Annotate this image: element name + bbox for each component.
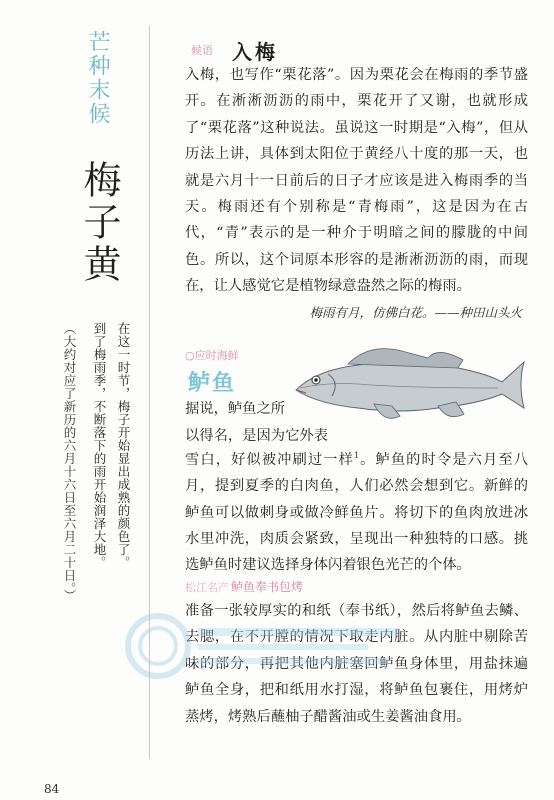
section-tag-seasonal-seafood: ○应时海鲜 bbox=[185, 349, 239, 362]
page-number: 84 bbox=[44, 782, 60, 796]
sidebar-desc-1: 在这一时节，梅子开始显出成熟的颜色了。 bbox=[116, 322, 131, 569]
haiku-quote: 梅雨有月，仿佛白花。——种田山头火 bbox=[309, 305, 522, 320]
recipe-origin-tag: 松江名产 bbox=[185, 581, 229, 594]
recipe-paragraph: 准备一张较厚实的和纸（奉书纸），然后将鲈鱼去鳞、去腮，在不开膛的情况下取走内脏。从内脏中剔除苦味的部分，再把其他内脏塞回鲈鱼身体里，用盐抹遍鲈鱼全身，把和纸用水打湿，将鲈鱼包裹住，用烤炉蒸烤，烤熟后蘸柚子醋酱油或生姜酱油食用。 bbox=[185, 603, 528, 725]
recipe-tag bbox=[185, 578, 303, 595]
footnote-marker: 1 bbox=[353, 451, 360, 460]
section-heading-sea-bass: 鲈鱼 bbox=[188, 371, 237, 396]
recipe-heading: 鲈鱼奉书包烤 bbox=[231, 580, 304, 594]
section-heading-rumei: 入梅 bbox=[232, 40, 278, 64]
sea-bass-para-start: 雪白，好似被冲刷过一样 bbox=[185, 451, 354, 468]
rumei-paragraph: 入梅，也写作“栗花落”。因为栗花会在梅雨的季节盛开。在淅淅沥沥的雨中，栗花开了又谢，也就形成了“栗花落”这种说法。虽说这一时期是“入梅”，但从历法上讲，具体到太阳位于黄经八十度的那一天，也就是六月十一日前后的日子才应该是进入梅雨季的当天。梅雨还有个别称是“青梅雨”，这是因为在古代，“青”表示的是一种介于明暗之间的朦胧的中间色。所以，这个词原本形容的是淅淅沥沥的雨，而现在，让人感觉它是植物绿意盎然之际的梅雨。 bbox=[185, 67, 528, 295]
sea-bass-line-2: 以得名，是因为它外表 bbox=[185, 428, 328, 444]
season-label: 芒种末候 bbox=[85, 30, 110, 126]
sidebar-date-note: （大约对应了新历的六月十六日至六月二十日。） bbox=[62, 322, 77, 602]
day-title: 梅子黄 bbox=[77, 160, 121, 286]
sea-bass-para-rest: 。鲈鱼的时令是六月至八月，提到夏季的白肉鱼，人们必然会想到它。新鲜的鲈鱼可以做刺身或做冷鲜鱼片。将切下的鱼肉放进冰水里冲洗，肉质会紧致，呈现出一种独特的口感。挑选鲈鱼时建议选择身体闪着银色光芒的个体。 bbox=[185, 451, 528, 574]
section-tag-houyu: 候语 bbox=[191, 44, 213, 57]
column-divider bbox=[149, 26, 150, 759]
sidebar-desc-2: 到了梅雨季，不断落下的雨开始润泽大地。 bbox=[92, 322, 107, 569]
sea-bass-illustration bbox=[288, 338, 528, 428]
sea-bass-line-1: 据说，鲈鱼之所 bbox=[185, 401, 286, 417]
sea-bass-paragraph bbox=[185, 443, 528, 579]
